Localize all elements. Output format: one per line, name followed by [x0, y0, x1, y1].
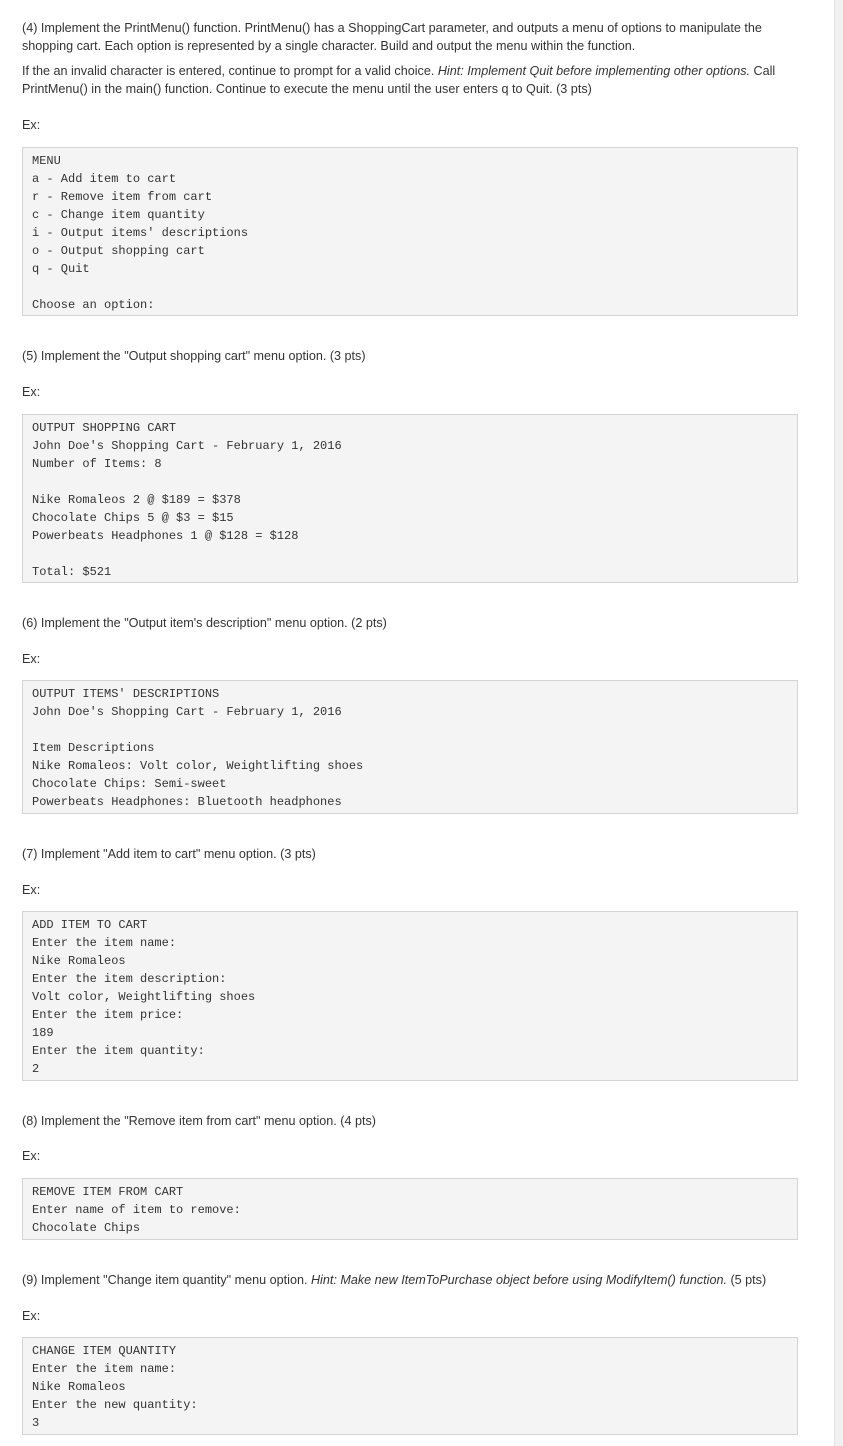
- code-line: 3: [32, 1416, 40, 1430]
- code-line: Item Descriptions: [32, 741, 155, 755]
- instruction-text: (5) Implement the "Output shopping cart" menu option. (3 pts): [22, 349, 366, 363]
- code-line: OUTPUT ITEMS' DESCRIPTIONS: [32, 687, 220, 701]
- example-label: Ex:: [22, 385, 41, 399]
- instruction-text: (8) Implement the "Remove item from cart" menu option. (4 pts): [22, 1114, 376, 1128]
- code-line: Enter the item quantity:: [32, 1044, 205, 1058]
- code-line: Nike Romaleos: Volt color, Weightlifting shoes: [32, 759, 364, 773]
- code-line: John Doe's Shopping Cart - February 1, 2016: [32, 705, 342, 719]
- example-label: Ex:: [22, 652, 41, 666]
- code-block-output-cart: [22, 414, 798, 583]
- code-line: Enter the item name:: [32, 1362, 177, 1376]
- code-line: Nike Romaleos 2 @ $189 = $378: [32, 493, 241, 507]
- code-line: John Doe's Shopping Cart - February 1, 2016: [32, 439, 342, 453]
- example-label: Ex:: [22, 118, 41, 132]
- instruction-text: (9) Implement "Change item quantity" menu option.: [22, 1273, 311, 1287]
- code-line: MENU: [32, 154, 61, 168]
- code-block-remove-item: [22, 1178, 798, 1240]
- section-5-instructions: [22, 347, 812, 365]
- code-block-add-item: [22, 911, 798, 1081]
- section-8-instructions: [22, 1112, 812, 1130]
- example-label: Ex:: [22, 883, 41, 897]
- code-line: 189: [32, 1026, 54, 1040]
- code-line: Powerbeats Headphones 1 @ $128 = $128: [32, 529, 299, 543]
- code-block-menu: [22, 147, 798, 316]
- code-line: Enter the item name:: [32, 936, 177, 950]
- example-label: Ex:: [22, 1149, 41, 1163]
- code-line: Chocolate Chips: [32, 1221, 141, 1235]
- code-line: [32, 545, 788, 563]
- hint-text: Hint: Make new ItemToPurchase object before using ModifyItem() function.: [310, 1273, 727, 1287]
- code-line: Number of Items: 8: [32, 457, 162, 471]
- code-line: OUTPUT SHOPPING CART: [32, 421, 177, 435]
- code-line: Chocolate Chips: Semi-sweet: [32, 777, 227, 791]
- instruction-text: (4) Implement the PrintMenu() function. PrintMenu() has a ShoppingCart parameter, and outputs a menu of options to manipulate the shopping cart. Each option is represented by a single character. Build and output the menu within the function.: [22, 21, 762, 53]
- section-7-instructions: [22, 845, 812, 863]
- code-line: i - Output items' descriptions: [32, 226, 249, 240]
- code-line: q - Quit: [32, 262, 90, 276]
- instruction-text: Call PrintMenu() in the main() function. Continue to execute the menu until the user enters q to Quit. (3 pts): [22, 64, 776, 96]
- code-line: Nike Romaleos: [32, 1380, 126, 1394]
- instruction-text: (5 pts): [726, 1273, 767, 1287]
- hint-text: Hint: Implement Quit before implementing other options.: [437, 64, 751, 78]
- section-6-instructions: [22, 614, 812, 632]
- section-4-instructions: [22, 19, 812, 55]
- code-line: [32, 473, 788, 491]
- code-line: [32, 721, 788, 739]
- code-line: o - Output shopping cart: [32, 244, 205, 258]
- code-line: Powerbeats Headphones: Bluetooth headphones: [32, 795, 342, 809]
- section-9-instructions: [22, 1271, 812, 1289]
- code-line: REMOVE ITEM FROM CART: [32, 1185, 184, 1199]
- code-line: [32, 278, 788, 296]
- page-scrollbar[interactable]: [834, 0, 843, 1446]
- code-line: CHANGE ITEM QUANTITY: [32, 1344, 177, 1358]
- code-line: Enter name of item to remove:: [32, 1203, 241, 1217]
- code-block-descriptions: [22, 680, 798, 814]
- instruction-text: If the an invalid character is entered, continue to prompt for a valid choice.: [22, 64, 438, 78]
- code-line: Enter the new quantity:: [32, 1398, 198, 1412]
- code-line: a - Add item to cart: [32, 172, 177, 186]
- code-line: Total: $521: [32, 565, 112, 579]
- code-line: Enter the item price:: [32, 1008, 184, 1022]
- code-line: 2: [32, 1062, 40, 1076]
- instruction-text: (7) Implement "Add item to cart" menu option. (3 pts): [22, 847, 316, 861]
- code-line: Chocolate Chips 5 @ $3 = $15: [32, 511, 234, 525]
- code-line: r - Remove item from cart: [32, 190, 213, 204]
- section-4-hint-paragraph: [22, 62, 812, 98]
- example-label: Ex:: [22, 1309, 41, 1323]
- instruction-text: (6) Implement the "Output item's description" menu option. (2 pts): [22, 616, 387, 630]
- code-line: c - Change item quantity: [32, 208, 205, 222]
- code-line: Volt color, Weightlifting shoes: [32, 990, 256, 1004]
- code-line: Choose an option:: [32, 298, 155, 312]
- code-line: ADD ITEM TO CART: [32, 918, 148, 932]
- code-line: Nike Romaleos: [32, 954, 126, 968]
- code-block-change-quantity: [22, 1337, 798, 1435]
- code-line: Enter the item description:: [32, 972, 227, 986]
